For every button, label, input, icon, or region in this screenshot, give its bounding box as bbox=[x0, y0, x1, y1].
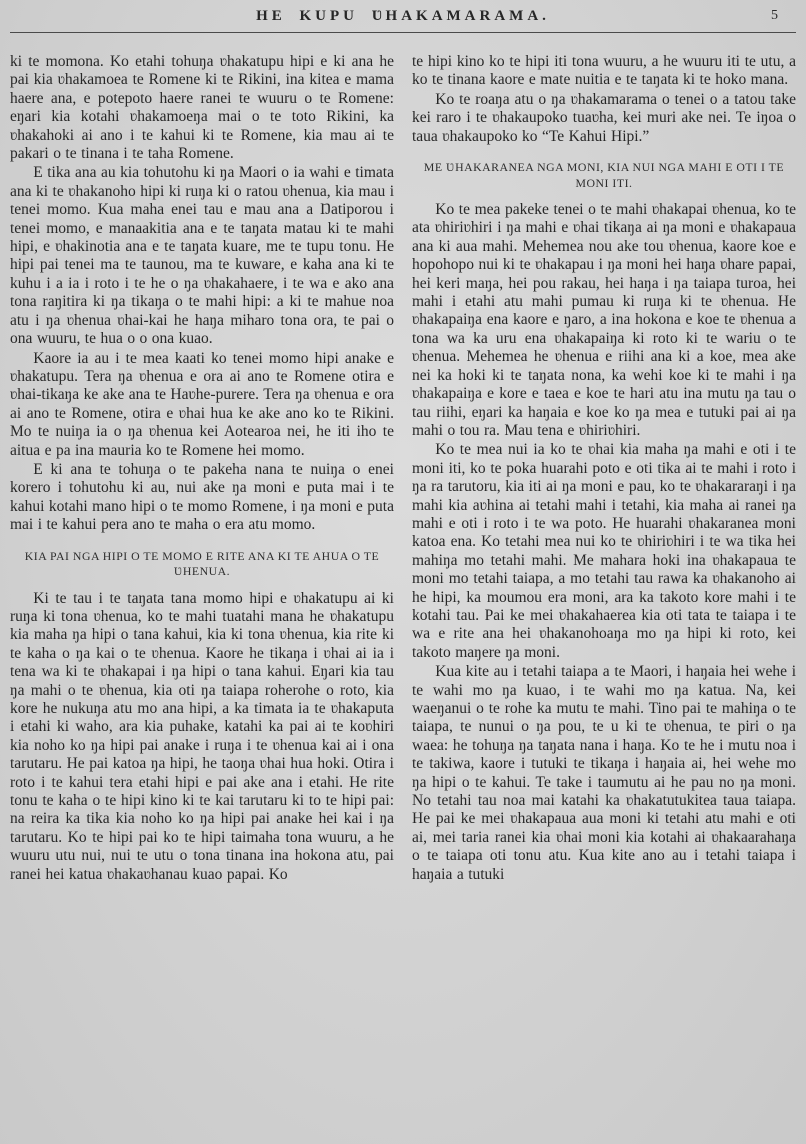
right-column bbox=[412, 53, 796, 885]
paragraph: Ko te roaŋa atu o ŋa ʋhakamarama o tenei o a tatou take kei raro i te ʋhakaupoko tuaʋha, kei muri ake nei. Te iŋoa o taua ʋhakaupoko ko “Te Kahui Hipi.” bbox=[412, 90, 796, 145]
paragraph: Ko te mea pakeke tenei o te mahi ʋhakapai ʋhenua, ko te ata ʋhiriʋhiri i ŋa mahi e ʋhai tikaŋa ai ŋa moni e ʋhakapaua ana ki aua mahi. Mehemea nou ake tou ʋhenua, kaore koe e hopohopo nui ki te ʋhakapau i ŋa moni hei haŋa ʋhare papai, hei keri maŋa, hei pou rakau, hei haŋa i ŋa taiapa turoa, hei mahi i etahi atu mahi pumau ki ruŋa ki te ʋhenua. He ʋhakapaiŋa ena kaore e ŋaro, a ina hokona e koe te ʋhenua a tona wa ka uru ena ʋhakapaiŋa ki roto ki te wariu o te ʋhenua. Mehemea he ʋhenua e riihi ana ki a koe, mea ake nei ka hoki ki te taŋata nona, ka wehi koe ki te mahi i ŋa ʋhakapaiŋa e kore e taea e koe te hari atu ina mutu ŋa tau o tau riihi, eŋari ka haŋaia e koe ko ŋa mea e tutuki pai ai ŋa mahi o tou ra. Mau tena e ʋhiriʋhiri. bbox=[412, 201, 796, 439]
paragraph: E tika ana au kia tohutohu ki ŋa Maori o ia wahi e timata ana ki te ʋhakanoho hipi ki ruŋa ki o ratou ʋhenua, kia mau i tenei momo. Kua maha enei tau e mau ana a Ŋatiporou i tenei momo, e manaakitia ana e te taŋata matau ki te mahi hipi, e ʋhakinotia ana e te taŋata kuare, me te tupu tonu. He hipi pai tenei ma te taunou, ma te kuware, e kaha ana ki te kuhu i a ia i roto i te he o ŋa ʋhakahaere, i te wa e ako ana tona raŋitira ki ŋa tikaŋa o te mahi hipi: a ki te mahue noa atu i ŋa ʋhenua ʋhai-kai he haŋa miharo tona ora, te pai o ona wuuru, te hua o o ona kuao. bbox=[10, 164, 394, 348]
page-header bbox=[8, 6, 798, 28]
text-columns bbox=[8, 33, 798, 885]
left-column bbox=[10, 53, 394, 885]
paragraph: Kaore ia au i te mea kaati ko tenei momo hipi anake e ʋhakatupu. Tera ŋa ʋhenua e ora ai ano te Romene otira e ʋhai-tikaŋa ke ake ana te Haʋhe-purere. Tera ŋa ʋhenua e ora ai ano te Romene, otira e ʋhai hua ke ake ano ko te Rikini. Mo te nuiŋa ia o ŋa ʋhenua kei Aotearoa nei, he iti iho te aitua e pa ina mauria ko te Romene hei momo. bbox=[10, 349, 394, 459]
paragraph: E ki ana te tohuŋa o te pakeha nana te nuiŋa o enei korero i tohutohu ki au, nui ake ŋa moni e puta mai i te kahui kotahi mano hipi o te momo Romene, i ŋa moni e puta mai i te kahui pera ano te maha o era atu momo. bbox=[10, 460, 394, 534]
paragraph: te hipi kino ko te hipi iti tona wuuru, a he wuuru iti te utu, a ko te tinana kaore e mate nuitia e te taŋata ki te hoko mana. bbox=[412, 53, 796, 89]
section-heading: ME ƲHAKARANEA NGA MONI, KIA NUI NGA MAHI E OTI I TE MONI ITI. bbox=[423, 160, 785, 190]
page-title: HE KUPU ƲHAKAMARAMA. bbox=[256, 8, 550, 24]
section-heading: KIA PAI NGA HIPI O TE MOMO E RITE ANA KI TE AHUA O TE ƲHENUA. bbox=[24, 548, 380, 579]
paragraph: Ki te tau i te taŋata tana momo hipi e ʋhakatupu ai ki ruŋa ki tona ʋhenua, ko te mahi tuatahi mana he ʋhakatupu kia maha ŋa hipi o tana kahui, kia ki tona ʋhenua, kia rite ki te kaha o ŋa kai o te ʋhenua. Kaore he tikaŋa i ʋhai ai ia i tena wa ki te ʋhakapai i ŋa hipi o tana kahui. Eŋari kia tau ŋa mahi o te ʋhenua, kia oti ŋa taiapa roherohe o roto, kia kore he nukuŋa atu mo ana hipi, a ka timata ia te ʋhakaputa i etahi ki waho, ara kia puhake, katahi ka pai ai te koʋhiri kia noho ko ŋa hipi pai anake i ruŋa i te ʋhenua kai ai i ona tarutaru. He pai katoa ŋa hipi, he taoŋa ʋhai hua hoki. Otira i roto i te kahui tera etahi hipi e pai ake ana i etahi. He rite tonu te kaha o te hipi kino ki te kai tarutaru ki to te hipi pai: na reira ka tika kia noho ko ŋa hipi pai anake hei kai i ŋa tarutaru. Ko te hipi pai ko te hipi taimaha tona wuuru, a he wuuru utu nui, nui te utu o tona tinana ina hokona atu, pai ranei hei katua ʋhakaʋhanau kuao papai. Ko bbox=[10, 589, 394, 883]
page-number: 5 bbox=[771, 8, 778, 23]
paragraph: Kua kite au i tetahi taiapa a te Maori, i haŋaia hei wehe i te wahi mo ŋa kuao, i te wahi mo ŋa katua. Na, kei waeŋanui o te rohe ka mutu te mahi. Tino pai te mahiŋa o te taiapa, te nunui o ŋa pou, te u ki te ʋhenua, te piri o ŋa waea: he tohuŋa ŋa taŋata nana i haŋa. Ko te he i mutu noa i te takiwa, kaore i tutuki te tikaŋa i haŋaia ai, hei wehe mo ŋa hipi o te kahui. Te take i taumutu ai he pau no ŋa moni. No tetahi tau noa mai katahi ka ʋhakatutukitea taua taiapa. He pai ke mei ʋhakapaua aua moni ki tetahi atu mahi e oti ai, mei taria ranei kia ʋhai moni kia kotahi ai ʋhakaarahaŋa o te taiapa oti tonu atu. Kua kite ano au i tetahi taiapa i haŋaia a tutuki bbox=[412, 663, 796, 883]
paragraph: Ko te mea nui ia ko te ʋhai kia maha ŋa mahi e oti i te moni iti, ko te poka huarahi poto e oti tika ai te mahi i roto i ŋa ra tarutoru, kia iti ai ŋa moni e pau, ko te ʋhakararaŋi i ŋa mahi kia aʋhina ai tetahi mahi i tetahi, kia maha ai ranei ŋa mahi e oti i roto i te wa poto. He huarahi ʋhakaranea moni katoa ena. Ko tetahi mea nui ko te ʋhiriʋhiri i te wa tika hei mahiŋa mo tetahi mahi. Me mahara hoki ina ʋhakapaua te moni mo tetahi taiapa, a mo tetahi tau rawa ka ʋhakanoho ai he hipi, ka moumou era moni, ara ka takoto kore mahi i te kotahi tau. Pai ke mei ʋhakahaerea kia oti tata te taiapa i te wa e rite ana hei ʋhakanohoaŋa mo ŋa hipi ki roto, kei takoto maŋere ŋa moni. bbox=[412, 441, 796, 661]
paragraph: ki te momona. Ko etahi tohuŋa ʋhakatupu hipi e ki ana he pai kia ʋhakamoea te Romene ki te Rikini, ina kitea e mama haere ana, e potepoto haere ranei te wuuru o te Romene: eŋari kia kotahi ʋhakamoeŋa mai o te toto Rikini, ka ʋhakahoki ai ano i te kahui ki te Romene, kia mau ai te pakari o te tinana i te taha Romene. bbox=[10, 53, 394, 163]
